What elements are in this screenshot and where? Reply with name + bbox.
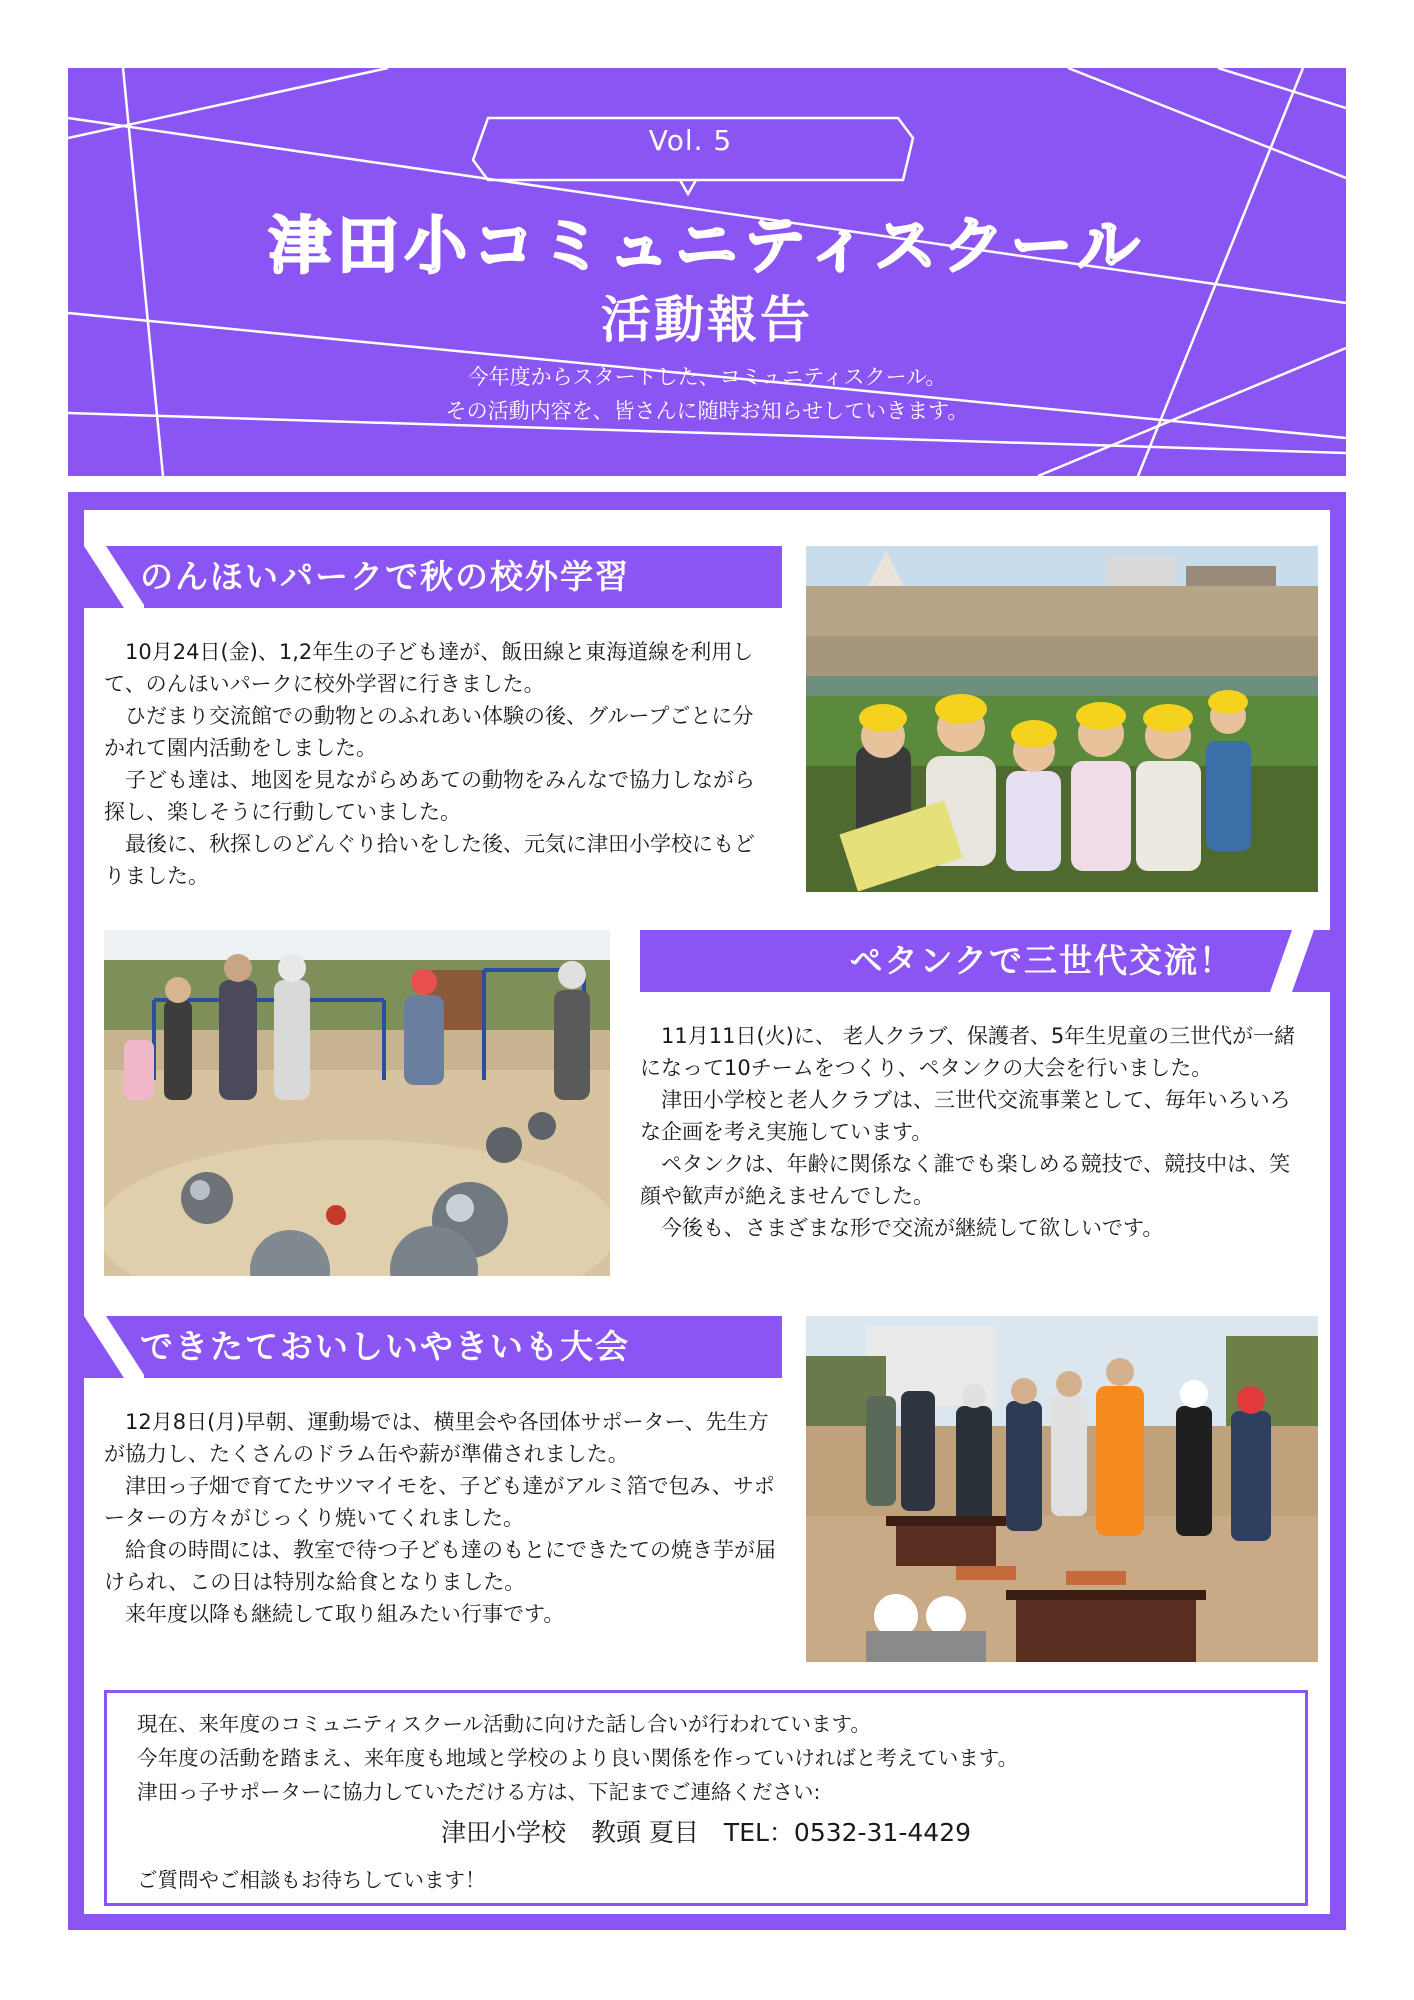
contact-line-1: 現在、来年度のコミュニティスクール活動に向けた話し合いが行われています。	[137, 1712, 871, 1736]
sweet-potato-photo	[806, 1316, 1318, 1662]
paragraph: 給食の時間には、教室で待つ子ども達のもとにできたての焼き芋が届けられ、この日は特別な給食となりました。	[104, 1538, 776, 1594]
paragraph: ペタンクは、年齢に関係なく誰でも楽しめる競技で、競技中は、笑顔や歓声が絶えませんでした。	[640, 1152, 1291, 1208]
paragraph: 津田小学校と老人クラブは、三世代交流事業として、毎年いろいろな企画を考え実施しています。	[640, 1088, 1291, 1144]
contact-line-4: ご質問やご相談もお待ちしています！	[137, 1868, 486, 1892]
volume-label: Vol. 5	[648, 124, 733, 157]
paragraph: 今後も、さまざまな形で交流が継続して欲しいです。	[661, 1216, 1164, 1240]
zoo-field-trip-photo	[806, 546, 1318, 892]
contact-box	[104, 1690, 1308, 1906]
paragraph: ひだまり交流館での動物とのふれあい体験の後、グループごとに分かれて園内活動をしました。	[104, 704, 754, 760]
section-body-yakiimo	[104, 1406, 776, 1630]
heading-slash	[1270, 930, 1332, 992]
contact-phone: 津田小学校 教頭 夏目 TEL：0532-31-4429	[440, 1818, 972, 1847]
paragraph: 12月8日(月)早朝、運動場では、横里会や各団体サポーター、先生方が協力し、たくさんのドラム缶や薪が準備されました。	[104, 1410, 769, 1466]
contact-line-3: 津田っ子サポーターに協力していただける方は、下記までご連絡ください:	[137, 1780, 821, 1804]
page-title: 津田小コミュニティスクール	[268, 209, 1146, 282]
intro-line-2: その活動内容を、皆さんに随時お知らせしていきます。	[445, 399, 969, 423]
header-banner	[68, 68, 1346, 476]
intro-line-1: 今年度からスタートした、コミュニティスクール。	[467, 365, 947, 389]
section-body-petanque	[640, 1020, 1304, 1244]
section-heading-yakiimo	[84, 1316, 782, 1378]
paragraph: 11月11日(火)に、 老人クラブ、保護者、5年生児童の三世代が一緒になって10チームをつくり、ペタンクの大会を行いました。	[640, 1024, 1296, 1080]
paragraph: 来年度以降も継続して取り組みたい行事です。	[125, 1602, 565, 1626]
section-heading-zoo	[84, 546, 782, 608]
heading-slash	[84, 546, 144, 608]
section-heading-label: のんほいパークで秋の校外学習	[140, 557, 630, 596]
section-body-zoo	[104, 636, 766, 892]
section-heading-petanque	[640, 930, 1332, 992]
paragraph: 津田っ子畑で育てたサツマイモを、子ども達がアルミ箔で包み、サポーターの方々がじっくり焼いてくれました。	[104, 1474, 775, 1530]
page-subtitle: 活動報告	[601, 291, 813, 349]
petanque-photo	[104, 930, 610, 1276]
paragraph: 子ども達は、地図を見ながらめあての動物をみんなで協力しながら探し、楽しそうに行動していました。	[104, 768, 755, 824]
volume-badge	[463, 110, 918, 190]
section-heading-label: ペタンクで三世代交流！	[849, 941, 1234, 980]
paragraph: 10月24日(金)、1,2年生の子ども達が、飯田線と東海道線を利用して、のんほいパークに校外学習に行きました。	[104, 640, 754, 696]
intro-text	[68, 360, 1346, 428]
section-heading-label: できたておいしいやきいも大会	[140, 1327, 630, 1366]
heading-slash	[84, 1316, 144, 1378]
paragraph: 最後に、秋探しのどんぐり拾いをした後、元気に津田小学校にもどりました。	[104, 832, 755, 888]
contact-line-2: 今年度の活動を踏まえ、来年度も地域と学校のより良い関係を作っていければと考えています。	[137, 1746, 1019, 1770]
